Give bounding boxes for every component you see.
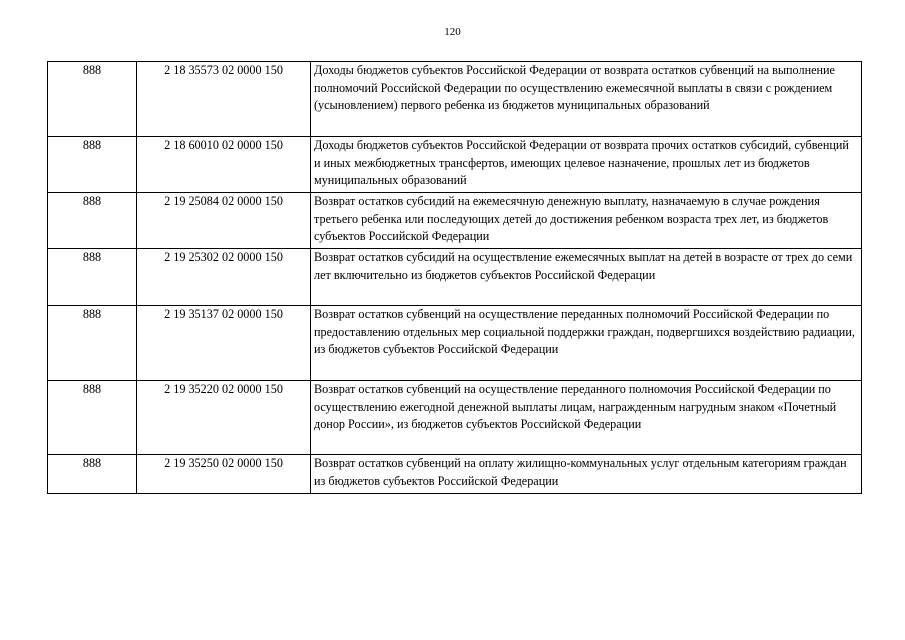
budget-code-cell: 2 19 25084 02 0000 150 [137,193,311,249]
budget-code-cell: 2 19 35220 02 0000 150 [137,381,311,455]
budget-code-cell: 2 18 35573 02 0000 150 [137,62,311,137]
admin-code-cell: 888 [48,249,137,306]
table-row [48,306,862,381]
budget-code-cell: 2 19 35250 02 0000 150 [137,455,311,494]
table-row [48,455,862,494]
table-row [48,137,862,193]
budget-code-cell: 2 19 35137 02 0000 150 [137,306,311,381]
table-row [48,249,862,306]
income-name-cell: Возврат остатков субвенций на оплату жилищно-коммунальных услуг отдельным категориям граждан из бюджетов субъектов Российской Федерации [311,455,862,494]
admin-code-cell: 888 [48,137,137,193]
admin-code-cell: 888 [48,381,137,455]
budget-codes-table [47,61,862,494]
income-name-cell: Возврат остатков субсидий на осуществление ежемесячных выплат на детей в возрасте от трех до семи лет включительно из бюджетов субъектов Российской Федерации [311,249,862,306]
budget-code-cell: 2 19 25302 02 0000 150 [137,249,311,306]
table-row [48,62,862,137]
admin-code-cell: 888 [48,455,137,494]
income-name-cell: Возврат остатков субсидий на ежемесячную денежную выплату, назначаемую в случае рождения третьего ребенка или последующих детей до достижения ребенком возраста трех лет, из бюджетов субъектов Российской Федерации [311,193,862,249]
table-row [48,381,862,455]
income-name-cell: Доходы бюджетов субъектов Российской Федерации от возврата остатков субвенций на выполнение полномочий Российской Федерации по осуществлению ежемесячной выплаты в связи с рождением (усыновлением) первого ребенка из бюджетов муниципальных образований [311,62,862,137]
admin-code-cell: 888 [48,62,137,137]
table-row [48,193,862,249]
admin-code-cell: 888 [48,306,137,381]
income-name-cell: Доходы бюджетов субъектов Российской Федерации от возврата прочих остатков субсидий, субвенций и иных межбюджетных трансфертов, имеющих целевое назначение, прошлых лет из бюджетов муниципальных образований [311,137,862,193]
income-name-cell: Возврат остатков субвенций на осуществление переданных полномочий Российской Федерации по предоставлению отдельных мер социальной поддержки граждан, подвергшихся воздействию радиации, из бюджетов субъектов Российской Федерации [311,306,862,381]
page-number: 120 [444,26,461,38]
budget-code-cell: 2 18 60010 02 0000 150 [137,137,311,193]
admin-code-cell: 888 [48,193,137,249]
income-name-cell: Возврат остатков субвенций на осуществление переданного полномочия Российской Федерации по осуществлению ежегодной денежной выплаты лицам, награжденным нагрудным знаком «Почетный донор России», из бюджетов субъектов Российской Федерации [311,381,862,455]
